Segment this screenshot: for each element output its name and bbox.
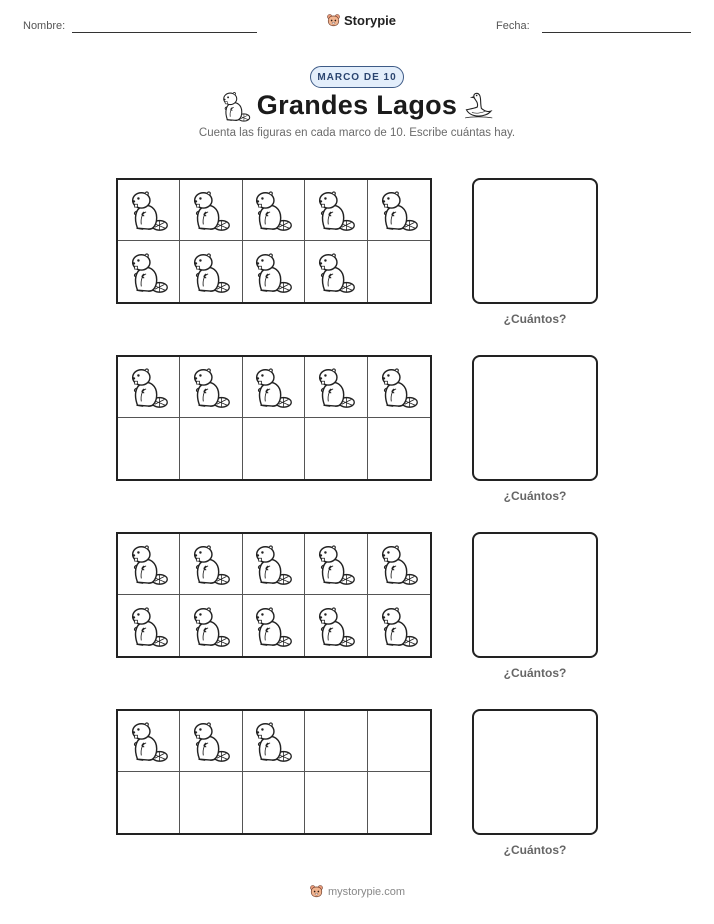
answer-box[interactable]: [472, 355, 598, 481]
beaver-icon: [187, 540, 235, 588]
ten-frame-cell: [368, 418, 430, 479]
ten-frame-cell: [243, 241, 305, 302]
beaver-icon: [249, 602, 297, 650]
beaver-icon: [312, 540, 360, 588]
beaver-icon: [312, 363, 360, 411]
date-line[interactable]: [542, 32, 691, 33]
ten-frame-cell: [243, 595, 305, 656]
beaver-icon: [312, 248, 360, 296]
brand-name: Storypie: [344, 13, 397, 28]
storypie-mascot-icon: [309, 884, 324, 899]
ten-frame-cell: [305, 711, 367, 772]
ten-frame-cell: [305, 772, 367, 833]
beaver-icon: [249, 717, 297, 765]
count-question: ¿Cuántos?: [503, 312, 567, 326]
beaver-icon: [249, 248, 297, 296]
ten-frame-cell: [305, 595, 367, 656]
beaver-icon: [375, 363, 423, 411]
beaver-icon: [312, 186, 360, 234]
ten-frame-cell: [243, 357, 305, 418]
swan-icon: [461, 88, 495, 122]
ten-frame-cell: [368, 711, 430, 772]
storypie-mascot-icon: [326, 13, 341, 28]
ten-frame: [116, 532, 432, 658]
ten-frame-cell: [118, 534, 180, 595]
ten-frame-cell: [180, 418, 242, 479]
answer-box[interactable]: [472, 178, 598, 304]
date-label: Fecha:: [496, 20, 530, 32]
ten-frame-cell: [118, 357, 180, 418]
ten-frame-cell: [368, 772, 430, 833]
ten-frame-cell: [180, 711, 242, 772]
ten-frame-cell: [305, 418, 367, 479]
footer-url: mystorypie.com: [327, 885, 406, 898]
ten-frame-cell: [305, 534, 367, 595]
beaver-icon: [187, 248, 235, 296]
ten-frame: [116, 178, 432, 304]
beaver-icon: [249, 540, 297, 588]
beaver-icon: [125, 540, 173, 588]
beaver-icon: [187, 717, 235, 765]
instructions: Cuenta las figuras en cada marco de 10. Escribe cuántas hay.: [198, 127, 516, 139]
count-question: ¿Cuántos?: [503, 489, 567, 503]
name-label: Nombre:: [23, 20, 66, 32]
ten-frame-cell: [180, 180, 242, 241]
beaver-icon: [375, 602, 423, 650]
ten-frame-cell: [243, 180, 305, 241]
ten-frame-cell: [180, 357, 242, 418]
beaver-icon: [375, 186, 423, 234]
brand-logo: [326, 13, 396, 28]
beaver-icon: [187, 602, 235, 650]
ten-frame-cell: [243, 534, 305, 595]
ten-frame-cell: [368, 241, 430, 302]
ten-frame-cell: [368, 180, 430, 241]
ten-frame-cell: [118, 772, 180, 833]
ten-frame-cell: [118, 418, 180, 479]
ten-frame-cell: [180, 241, 242, 302]
beaver-icon: [249, 363, 297, 411]
answer-box[interactable]: [472, 709, 598, 835]
beaver-icon: [125, 717, 173, 765]
ten-frame-cell: [180, 772, 242, 833]
ten-frame-cell: [118, 711, 180, 772]
beaver-icon: [375, 540, 423, 588]
ten-frame-cell: [180, 534, 242, 595]
ten-frame-cell: [118, 241, 180, 302]
ten-frame-cell: [243, 711, 305, 772]
ten-frame-cell: [368, 534, 430, 595]
ten-frame-cell: [305, 357, 367, 418]
worksheet-type-badge: MARCO DE 10: [310, 66, 404, 88]
ten-frame-cell: [305, 180, 367, 241]
beaver-icon: [187, 186, 235, 234]
beaver-icon: [312, 602, 360, 650]
name-line[interactable]: [72, 32, 257, 33]
ten-frame-cell: [368, 595, 430, 656]
ten-frame: [116, 355, 432, 481]
ten-frame-cell: [118, 180, 180, 241]
beaver-icon: [125, 186, 173, 234]
footer: [0, 884, 714, 899]
beaver-icon: [249, 186, 297, 234]
beaver-icon: [125, 248, 173, 296]
count-question: ¿Cuántos?: [503, 843, 567, 857]
ten-frame: [116, 709, 432, 835]
beaver-icon: [125, 602, 173, 650]
count-question: ¿Cuántos?: [503, 666, 567, 680]
ten-frame-cell: [243, 772, 305, 833]
beaver-icon: [125, 363, 173, 411]
ten-frame-cell: [118, 595, 180, 656]
page-title: Grandes Lagos: [256, 90, 458, 120]
answer-box[interactable]: [472, 532, 598, 658]
ten-frame-cell: [180, 595, 242, 656]
ten-frame-cell: [305, 241, 367, 302]
beaver-icon: [187, 363, 235, 411]
ten-frame-cell: [368, 357, 430, 418]
ten-frame-cell: [243, 418, 305, 479]
